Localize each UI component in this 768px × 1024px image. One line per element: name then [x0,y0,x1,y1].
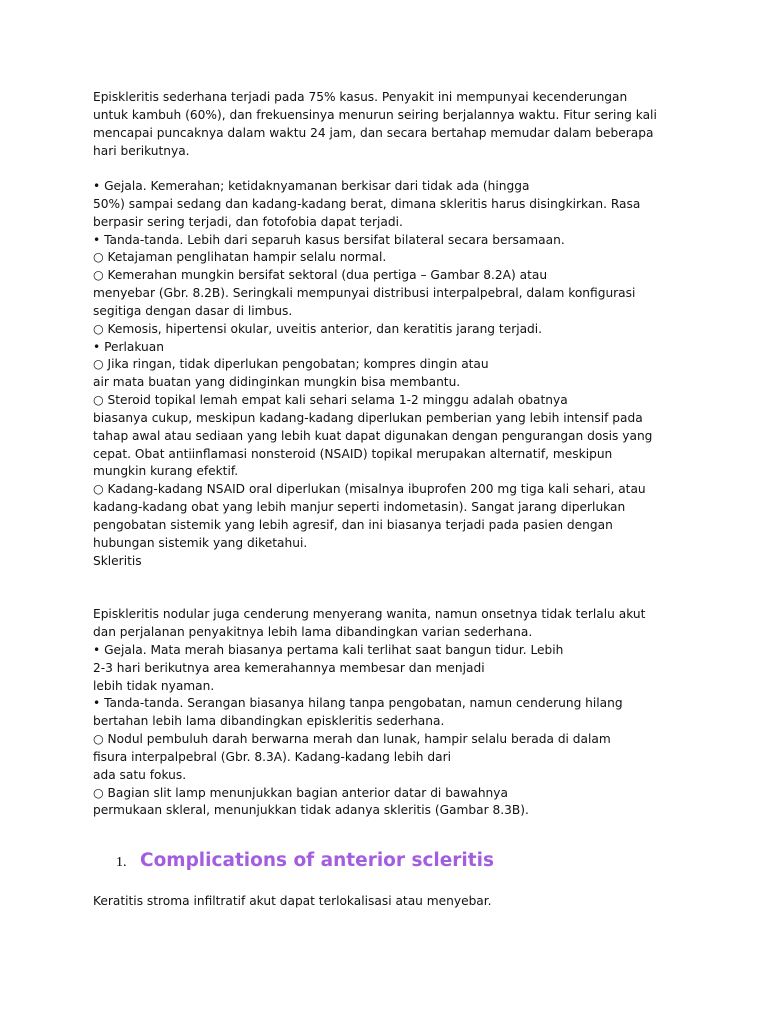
text-line: ○ Kadang-kadang NSAID oral diperlukan (misalnya ibuprofen 200 mg tiga kali sehari, atau [93,482,646,496]
text-line: mungkin kurang efektif. [93,464,239,478]
text-line: ○ Nodul pembuluh darah berwarna merah dan lunak, hampir selalu berada di dalam [93,732,611,746]
text-line: fisura interpalpebral (Gbr. 8.3A). Kadang-kadang lebih dari [93,750,451,764]
text-line: Skleritis [93,554,142,568]
text-line: biasanya cukup, meskipun kadang-kadang diperlukan pemberian yang lebih intensif pada [93,411,643,425]
text-line: • Perlakuan [93,340,164,354]
text-line: • Gejala. Mata merah biasanya pertama kali terlihat saat bangun tidur. Lebih [93,643,564,657]
text-line: segitiga dengan dasar di limbus. [93,304,293,318]
text-line: kadang-kadang obat yang lebih manjur seperti indometasin). Sangat jarang diperlukan [93,500,626,514]
text-line: permukaan skleral, menunjukkan tidak adanya skleritis (Gambar 8.3B). [93,803,529,817]
text-line: 2-3 hari berikutnya area kemerahannya membesar dan menjadi [93,661,485,675]
text-line: berpasir sering terjadi, dan fotofobia dapat terjadi. [93,215,403,229]
text-line: ada satu fokus. [93,768,187,782]
text-line: air mata buatan yang didinginkan mungkin bisa membantu. [93,375,461,389]
text-line: ○ Steroid topikal lemah empat kali sehari selama 1-2 minggu adalah obatnya [93,393,568,407]
text-line: 50%) sampai sedang dan kadang-kadang berat, dimana skleritis harus disingkirkan. Rasa [93,197,641,211]
heading-text: Complications of anterior scleritis [140,850,494,871]
text-line: Episkleritis sederhana terjadi pada 75% kasus. Penyakit ini mempunyai kecenderungan [93,90,628,104]
text-line: bertahan lebih lama dibandingkan episkleritis sederhana. [93,714,445,728]
text-line: menyebar (Gbr. 8.2B). Seringkali mempunyai distribusi interpalpebral, dalam konfigurasi [93,286,636,300]
heading-number: 1. [116,855,127,870]
text-line: ○ Kemerahan mungkin bersifat sektoral (dua pertiga – Gambar 8.2A) atau [93,268,548,282]
text-line: ○ Kemosis, hipertensi okular, uveitis anterior, dan keratitis jarang terjadi. [93,322,543,336]
text-line: hari berikutnya. [93,144,190,158]
text-line: pengobatan sistemik yang lebih agresif, dan ini biasanya terjadi pada pasien dengan [93,518,613,532]
text-line: ○ Jika ringan, tidak diperlukan pengobatan; kompres dingin atau [93,357,489,371]
text-line: ○ Bagian slit lamp menunjukkan bagian anterior datar di bawahnya [93,786,508,800]
text-line: cepat. Obat antiinflamasi nonsteroid (NSAID) topikal merupakan alternatif, meskipun [93,447,613,461]
text-line: • Tanda-tanda. Lebih dari separuh kasus bersifat bilateral secara bersamaan. [93,233,565,247]
text-line: • Gejala. Kemerahan; ketidaknyamanan berkisar dari tidak ada (hingga [93,179,530,193]
section-heading [116,850,494,871]
text-line: untuk kambuh (60%), dan frekuensinya menurun seiring berjalannya waktu. Fitur sering kali [93,108,657,122]
text-line: ○ Ketajaman penglihatan hampir selalu normal. [93,250,387,264]
text-line: Episkleritis nodular juga cenderung menyerang wanita, namun onsetnya tidak terlalu akut [93,607,646,621]
text-line: dan perjalanan penyakitnya lebih lama dibandingkan varian sederhana. [93,625,533,639]
text-line: lebih tidak nyaman. [93,679,215,693]
text-line: Keratitis stroma infiltratif akut dapat terlokalisasi atau menyebar. [93,894,492,908]
text-line: hubungan sistemik yang diketahui. [93,536,308,550]
text-line: • Tanda-tanda. Serangan biasanya hilang tanpa pengobatan, namun cenderung hilang [93,696,623,710]
text-line: mencapai puncaknya dalam waktu 24 jam, dan secara bertahap memudar dalam beberapa [93,126,654,140]
text-line: tahap awal atau sediaan yang lebih kuat dapat digunakan dengan pengurangan dosis yang [93,429,653,443]
